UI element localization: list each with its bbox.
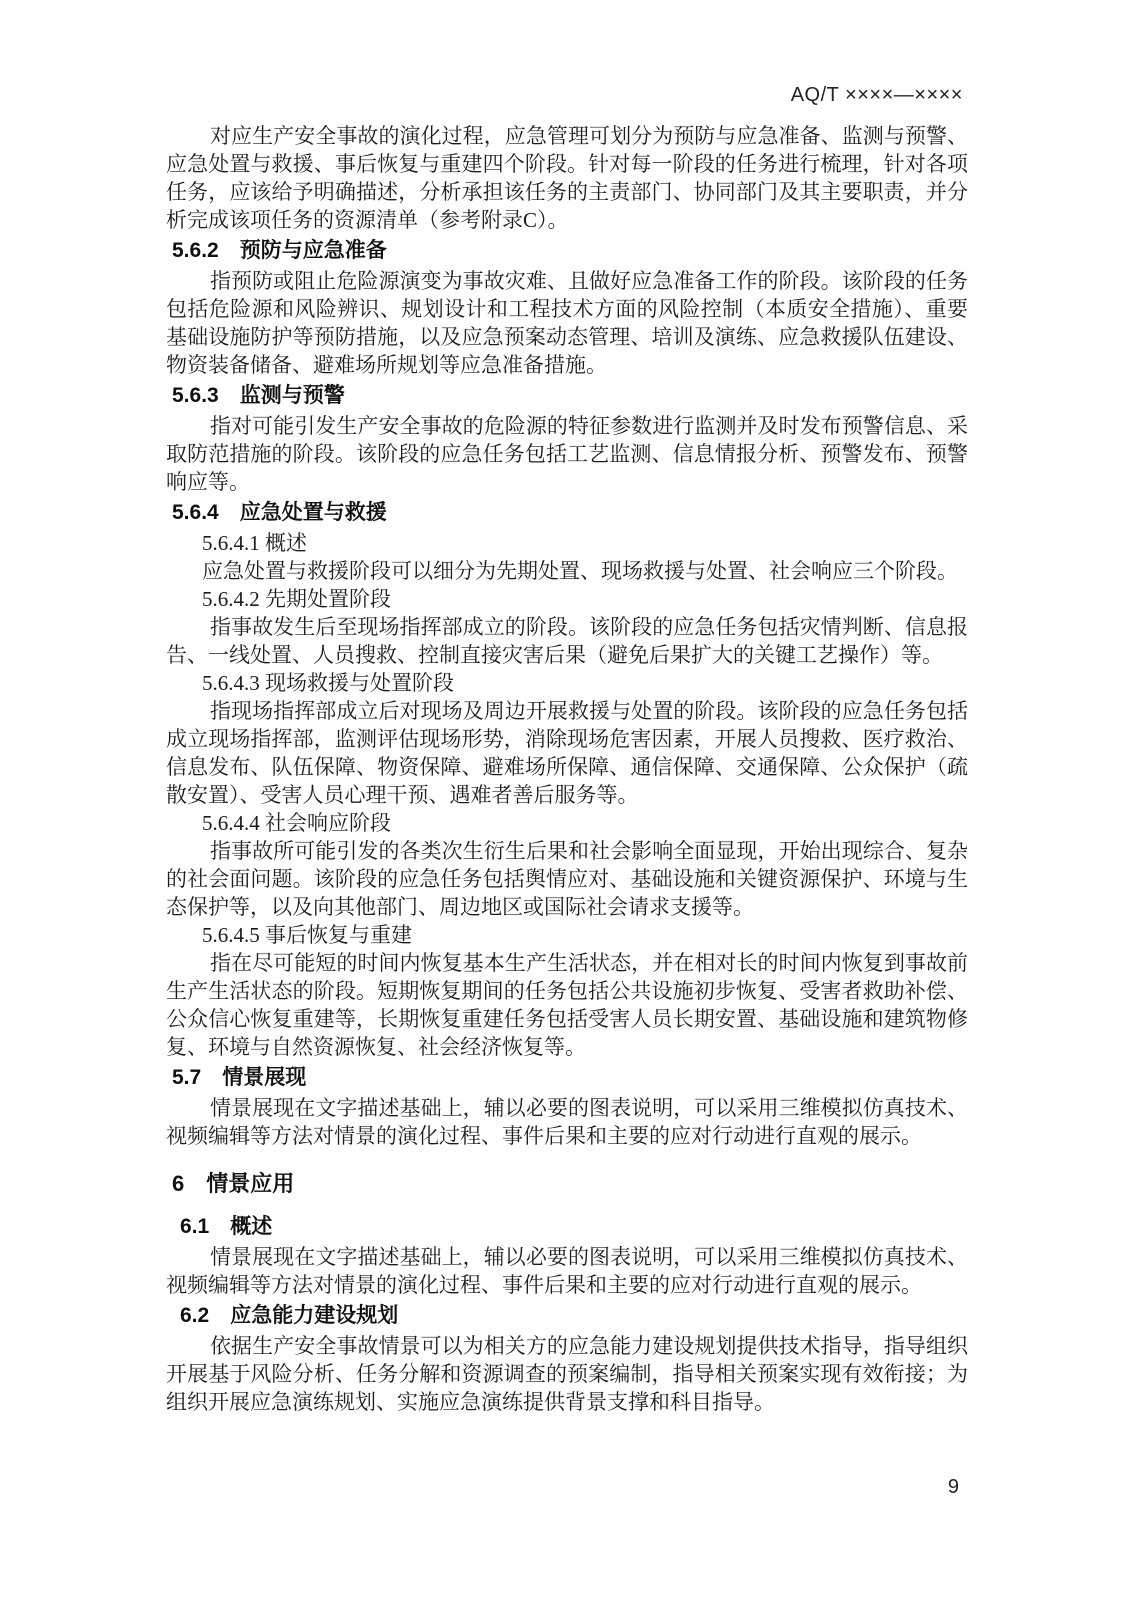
page-footer bbox=[948, 1476, 959, 1499]
paragraph-recovery-reconstruction: 指在尽可能短的时间内恢复基本生产生活状态，并在相对长的时间内恢复到事故前生产生活状态的阶段。短期恢复期间的任务包括公共设施初步恢复、受害者救助补偿、公众信心恢复重建等，长期恢复重建任务包括受害人员长期安置、基础设施和建筑物修复、环境与自然资源恢复、社会经济恢复等。 bbox=[166, 951, 968, 1059]
heading-6-2-capability-planning: 6.2 应急能力建设规划 bbox=[180, 1304, 399, 1327]
heading-5-6-4-5-recovery-reconstruction: 5.6.4.5 事后恢复与重建 bbox=[202, 923, 412, 947]
heading-5-6-4-4-social-response: 5.6.4.4 社会响应阶段 bbox=[202, 811, 391, 835]
heading-5-6-4-3-onsite-rescue: 5.6.4.3 现场救援与处置阶段 bbox=[202, 671, 454, 695]
heading-5-7-scenario-presentation: 5.7 情景展现 bbox=[172, 1066, 307, 1089]
heading-5-6-3-monitoring-warning: 5.6.3 监测与预警 bbox=[172, 384, 345, 407]
paragraph-prevention-preparedness: 指预防或阻止危险源演变为事故灾难、且做好应急准备工作的阶段。该阶段的任务包括危险源和风险辨识、规划设计和工程技术方面的风险控制（本质安全措施）、重要基础设施防护等预防措施，以及应急预案动态管理、培训及演练、应急救援队伍建设、物资装备储备、避难场所规划等应急准备措施。 bbox=[166, 269, 968, 377]
paragraph-onsite-rescue: 指现场指挥部成立后对现场及周边开展救援与处置的阶段。该阶段的应急任务包括成立现场指挥部，监测评估现场形势，消除现场危害因素，开展人员搜救、医疗救治、信息发布、队伍保障、物资保障、避难场所保障、通信保障、交通保障、公众保护（疏散安置）、受害人员心理干预、遇难者善后服务等。 bbox=[166, 699, 968, 807]
heading-5-6-4-1-overview: 5.6.4.1 概述 bbox=[202, 531, 307, 555]
heading-5-6-4-2-initial-disposal: 5.6.4.2 先期处置阶段 bbox=[202, 587, 391, 611]
standard-code: AQ/T ××××—×××× bbox=[790, 84, 963, 106]
heading-5-6-4-response-rescue: 5.6.4 应急处置与救援 bbox=[172, 501, 387, 524]
paragraph-scenario-presentation: 情景展现在文字描述基础上，辅以必要的图表说明，可以采用三维模拟仿真技术、视频编辑等方法对情景的演化过程、事件后果和主要的应对行动进行直观的展示。 bbox=[166, 1096, 968, 1148]
paragraph-application-overview: 情景展现在文字描述基础上，辅以必要的图表说明，可以采用三维模拟仿真技术、视频编辑等方法对情景的演化过程、事件后果和主要的应对行动进行直观的展示。 bbox=[166, 1245, 968, 1297]
heading-5-6-2-prevention-preparedness: 5.6.2 预防与应急准备 bbox=[172, 239, 387, 262]
paragraph-social-response: 指事故所可能引发的各类次生衍生后果和社会影响全面显现，开始出现综合、复杂的社会面问题。该阶段的应急任务包括舆情应对、基础设施和关键资源保护、环境与生态保护等，以及向其他部门、周边地区或国际社会请求支援等。 bbox=[166, 839, 968, 919]
page-number: 9 bbox=[947, 1476, 959, 1498]
heading-6-1-overview: 6.1 概述 bbox=[180, 1215, 273, 1238]
paragraph-monitoring-warning: 指对可能引发生产安全事故的危险源的特征参数进行监测并及时发布预警信息、采取防范措施的阶段。该阶段的应急任务包括工艺监测、信息情报分析、预警发布、预警响应等。 bbox=[166, 414, 968, 494]
chapter-heading-6-scenario-application: 6 情景应用 bbox=[172, 1171, 295, 1196]
paragraph-emergency-phases-intro: 对应生产安全事故的演化过程，应急管理可划分为预防与应急准备、监测与预警、应急处置与救援、事后恢复与重建四个阶段。针对每一阶段的任务进行梳理，针对各项任务，应该给予明确描述，分析承担该任务的主责部门、协同部门及其主要职责，并分析完成该项任务的资源清单（参考附录C）。 bbox=[166, 124, 968, 232]
paragraph-initial-disposal: 指事故发生后至现场指挥部成立的阶段。该阶段的应急任务包括灾情判断、信息报告、一线处置、人员搜救、控制直接灾害后果（避免后果扩大的关键工艺操作）等。 bbox=[166, 615, 968, 667]
paragraph-response-overview: 应急处置与救援阶段可以细分为先期处置、现场救援与处置、社会响应三个阶段。 bbox=[202, 559, 958, 583]
paragraph-capability-planning: 依据生产安全事故情景可以为相关方的应急能力建设规划提供技术指导，指导组织开展基于风险分析、任务分解和资源调查的预案编制，指导相关预案实现有效衔接；为组织开展应急演练规划、实施应急演练提供背景支撑和科目指导。 bbox=[166, 1334, 968, 1414]
page-header bbox=[791, 84, 963, 107]
document-body bbox=[166, 122, 968, 1416]
